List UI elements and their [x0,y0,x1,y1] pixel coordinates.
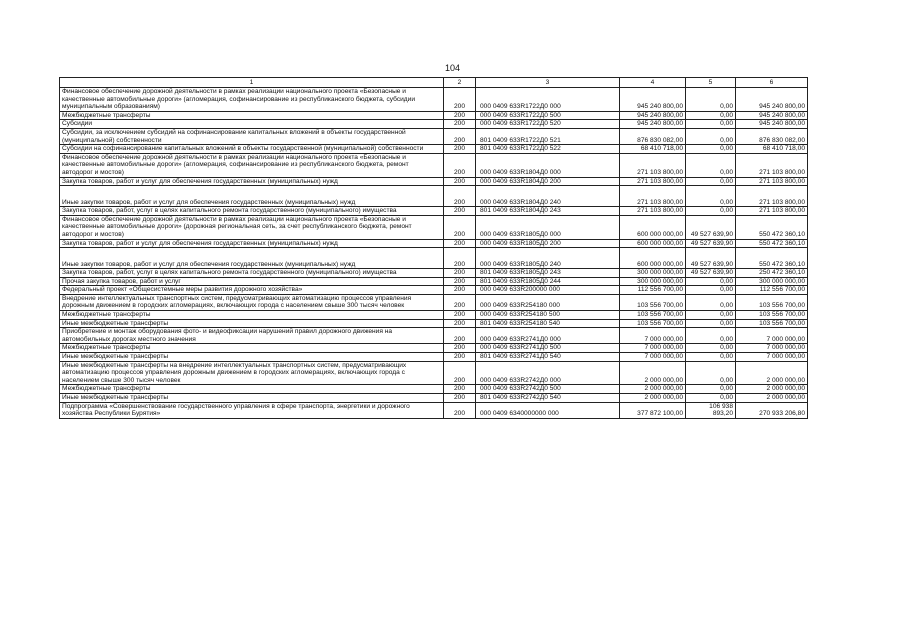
table-row [60,153,808,177]
row-execution-cell: 49 527 639,90 [686,215,736,239]
row-name-cell: Межбюджетные трансферты [60,344,444,353]
row-execution-cell: 0,00 [686,311,736,320]
row-amount-cell: 103 556 700,00 [620,319,686,328]
row-code-cell: 200 [444,128,476,144]
table-row [60,186,808,207]
column-header: 6 [736,78,808,88]
row-amount-cell: 377 872 100,00 [620,402,686,418]
table-row [60,344,808,353]
row-execution-cell: 106 938 893,20 [686,402,736,418]
row-execution-cell: 0,00 [686,328,736,344]
row-code-cell: 200 [444,120,476,129]
row-name-cell: Иные закупки товаров, работ и услуг для обеспечения государственных (муниципальных) нужд [60,248,444,269]
budget-table [59,77,808,419]
row-classifier-cell: 000 0409 633R1722Д0 520 [476,120,620,129]
row-amount-cell: 2 000 000,00 [620,385,686,394]
row-execution-cell: 49 527 639,90 [686,269,736,278]
column-header: 1 [60,78,444,88]
row-code-cell: 200 [444,402,476,418]
row-amount-cell: 876 830 082,00 [620,128,686,144]
row-execution-cell: 0,00 [686,294,736,310]
row-remainder-cell: 271 103 800,00 [736,177,808,186]
row-classifier-cell: 801 0409 633R1722Д0 521 [476,128,620,144]
row-code-cell: 200 [444,319,476,328]
row-code-cell: 200 [444,328,476,344]
table-row [60,145,808,154]
row-execution-cell: 0,00 [686,277,736,286]
row-name-cell: Межбюджетные трансферты [60,111,444,120]
row-classifier-cell: 000 0409 633R1804Д0 000 [476,153,620,177]
row-classifier-cell: 801 0409 633R254180 540 [476,319,620,328]
row-classifier-cell: 801 0409 633R1805Д0 244 [476,277,620,286]
table-row [60,128,808,144]
row-remainder-cell: 550 472 360,10 [736,239,808,248]
row-name-cell: Закупка товаров, работ и услуг для обеспечения государственных (муниципальных) нужд [60,239,444,248]
column-header: 4 [620,78,686,88]
row-remainder-cell: 103 556 700,00 [736,294,808,310]
row-execution-cell: 0,00 [686,353,736,362]
row-classifier-cell: 000 0409 633R1805Д0 240 [476,248,620,269]
row-execution-cell: 49 527 639,90 [686,248,736,269]
budget-table-body [60,78,808,419]
row-remainder-cell: 945 240 800,00 [736,120,808,129]
row-amount-cell: 112 556 700,00 [620,286,686,295]
table-row [60,177,808,186]
row-name-cell: Межбюджетные трансферты [60,385,444,394]
row-code-cell: 200 [444,361,476,385]
row-name-cell: Иные закупки товаров, работ и услуг для обеспечения государственных (муниципальных) нужд [60,186,444,207]
row-amount-cell: 945 240 800,00 [620,88,686,112]
row-classifier-cell: 000 0409 633R1805Д0 200 [476,239,620,248]
row-code-cell: 200 [444,385,476,394]
row-classifier-cell: 000 0409 633R2742Д0 000 [476,361,620,385]
row-amount-cell: 103 556 700,00 [620,311,686,320]
row-name-cell: Иные межбюджетные трансферты [60,394,444,403]
row-execution-cell: 0,00 [686,145,736,154]
row-code-cell: 200 [444,186,476,207]
column-header: 3 [476,78,620,88]
row-classifier-cell: 000 0409 633R1805Д0 000 [476,215,620,239]
row-remainder-cell: 2 000 000,00 [736,394,808,403]
row-remainder-cell: 271 103 800,00 [736,186,808,207]
table-row [60,394,808,403]
row-remainder-cell: 250 472 360,10 [736,269,808,278]
column-header: 2 [444,78,476,88]
row-code-cell: 200 [444,88,476,112]
row-execution-cell: 0,00 [686,319,736,328]
table-row [60,269,808,278]
row-code-cell: 200 [444,394,476,403]
row-execution-cell: 0,00 [686,177,736,186]
row-name-cell: Подпрограмма «Совершенствование государственного управления в сфере транспорта, энергетики и дорожного хозяйства Республики Бурятия» [60,402,444,418]
row-amount-cell: 300 000 000,00 [620,277,686,286]
table-row [60,319,808,328]
row-code-cell: 200 [444,153,476,177]
row-name-cell: Приобретение и монтаж оборудования фото- и видеофиксации нарушений правил дорожного движения на автомобильных дорогах местного значения [60,328,444,344]
table-row [60,328,808,344]
row-remainder-cell: 68 410 718,00 [736,145,808,154]
row-name-cell: Закупка товаров, работ, услуг в целях капитального ремонта государственного (муниципального) имущества [60,207,444,216]
row-remainder-cell: 112 556 700,00 [736,286,808,295]
row-classifier-cell: 801 0409 633R1805Д0 243 [476,269,620,278]
row-classifier-cell: 000 0409 633R200000 000 [476,286,620,295]
row-classifier-cell: 000 0409 633R1722Д0 000 [476,88,620,112]
row-remainder-cell: 271 103 800,00 [736,207,808,216]
row-amount-cell: 103 556 700,00 [620,294,686,310]
row-remainder-cell: 550 472 360,10 [736,215,808,239]
row-execution-cell: 0,00 [686,153,736,177]
table-row [60,207,808,216]
row-code-cell: 200 [444,353,476,362]
table-row [60,402,808,418]
row-code-cell: 200 [444,111,476,120]
row-classifier-cell: 801 0409 633R1804Д0 243 [476,207,620,216]
row-code-cell: 200 [444,277,476,286]
table-row [60,286,808,295]
row-code-cell: 200 [444,344,476,353]
page-number: 104 [444,63,461,73]
row-execution-cell: 49 527 639,90 [686,239,736,248]
row-amount-cell: 945 240 800,00 [620,120,686,129]
row-amount-cell: 7 000 000,00 [620,344,686,353]
row-remainder-cell: 103 556 700,00 [736,319,808,328]
table-row [60,248,808,269]
row-remainder-cell: 103 556 700,00 [736,311,808,320]
row-remainder-cell: 2 000 000,00 [736,361,808,385]
table-row [60,361,808,385]
row-code-cell: 200 [444,269,476,278]
row-classifier-cell: 000 0409 633R1804Д0 240 [476,186,620,207]
row-classifier-cell: 801 0409 633R2742Д0 540 [476,394,620,403]
row-amount-cell: 7 000 000,00 [620,328,686,344]
row-execution-cell: 0,00 [686,344,736,353]
row-amount-cell: 600 000 000,00 [620,239,686,248]
row-classifier-cell: 801 0409 633R2741Д0 540 [476,353,620,362]
row-remainder-cell: 7 000 000,00 [736,344,808,353]
row-classifier-cell: 000 0409 6340000000 000 [476,402,620,418]
row-execution-cell: 0,00 [686,120,736,129]
row-code-cell: 200 [444,239,476,248]
row-amount-cell: 271 103 800,00 [620,153,686,177]
row-amount-cell: 2 000 000,00 [620,394,686,403]
row-code-cell: 200 [444,286,476,295]
row-execution-cell: 0,00 [686,286,736,295]
row-amount-cell: 7 000 000,00 [620,353,686,362]
table-row [60,215,808,239]
row-amount-cell: 271 103 800,00 [620,186,686,207]
row-remainder-cell: 7 000 000,00 [736,328,808,344]
row-classifier-cell: 000 0409 633R2741Д0 500 [476,344,620,353]
table-row [60,311,808,320]
row-code-cell: 200 [444,294,476,310]
row-execution-cell: 0,00 [686,394,736,403]
row-classifier-cell: 000 0409 633R1804Д0 200 [476,177,620,186]
row-code-cell: 200 [444,311,476,320]
column-header: 5 [686,78,736,88]
row-name-cell: Иные межбюджетные трансферты [60,353,444,362]
row-amount-cell: 300 000 000,00 [620,269,686,278]
row-name-cell: Закупка товаров, работ и услуг для обеспечения государственных (муниципальных) нужд [60,177,444,186]
row-amount-cell: 271 103 800,00 [620,207,686,216]
row-name-cell: Внедрение интеллектуальных транспортных систем, предусматривающих автоматизацию процессов управления дорожным движением в городских агломерациях, включающих города с населением свыше 300 тысяч человек [60,294,444,310]
row-amount-cell: 271 103 800,00 [620,177,686,186]
row-code-cell: 200 [444,145,476,154]
row-classifier-cell: 000 0409 633R254180 000 [476,294,620,310]
row-execution-cell: 0,00 [686,128,736,144]
row-classifier-cell: 000 0409 633R254180 500 [476,311,620,320]
row-name-cell: Финансовое обеспечение дорожной деятельности в рамках реализации национального проекта «Безопасные и качественные автомобильные дороги» (агломерация, софинансирование из республиканского бюджета, ремонт автодорог и мостов) [60,153,444,177]
row-execution-cell: 0,00 [686,385,736,394]
row-name-cell: Финансовое обеспечение дорожной деятельности в рамках реализации национального проекта «Безопасные и качественные автомобильные дороги» (агломерация, софинансирование из республиканского бюджета, субсидии муниципальным образованиям) [60,88,444,112]
table-row [60,353,808,362]
row-amount-cell: 2 000 000,00 [620,361,686,385]
table-row [60,88,808,112]
row-code-cell: 200 [444,248,476,269]
row-classifier-cell: 000 0409 633R1722Д0 500 [476,111,620,120]
row-execution-cell: 0,00 [686,361,736,385]
row-classifier-cell: 801 0409 633R1722Д0 522 [476,145,620,154]
table-row [60,111,808,120]
row-remainder-cell: 550 472 360,10 [736,248,808,269]
row-name-cell: Закупка товаров, работ, услуг в целях капитального ремонта государственного (муниципального) имущества [60,269,444,278]
row-execution-cell: 0,00 [686,186,736,207]
row-remainder-cell: 270 933 206,80 [736,402,808,418]
row-amount-cell: 945 240 800,00 [620,111,686,120]
row-name-cell: Субсидии на софинансирование капитальных вложений в объекты государственной (муниципальной) собственности [60,145,444,154]
row-remainder-cell: 876 830 082,00 [736,128,808,144]
row-execution-cell: 0,00 [686,207,736,216]
row-remainder-cell: 945 240 800,00 [736,88,808,112]
row-remainder-cell: 2 000 000,00 [736,385,808,394]
table-row [60,294,808,310]
row-amount-cell: 68 410 718,00 [620,145,686,154]
row-remainder-cell: 271 103 800,00 [736,153,808,177]
row-name-cell: Прочая закупка товаров, работ и услуг [60,277,444,286]
row-name-cell: Иные межбюджетные трансферты на внедрение интеллектуальных транспортных систем, предусматривающих автоматизацию процессов управления дорожным движением в городских агломерациях, включающих города с населением свыше 300 тысяч человек [60,361,444,385]
row-classifier-cell: 000 0409 633R2741Д0 000 [476,328,620,344]
row-remainder-cell: 300 000 000,00 [736,277,808,286]
row-execution-cell: 0,00 [686,88,736,112]
row-code-cell: 200 [444,177,476,186]
row-name-cell: Финансовое обеспечение дорожной деятельности в рамках реализации национального проекта «Безопасные и качественные автомобильные дороги» (дорожная региональная сеть, за счет республиканского бюджета, ремонт автодорог и мостов) [60,215,444,239]
table-row [60,385,808,394]
row-name-cell: Субсидии [60,120,444,129]
row-name-cell: Иные межбюджетные трансферты [60,319,444,328]
row-code-cell: 200 [444,215,476,239]
row-code-cell: 200 [444,207,476,216]
row-amount-cell: 600 000 000,00 [620,248,686,269]
row-remainder-cell: 7 000 000,00 [736,353,808,362]
row-name-cell: Межбюджетные трансферты [60,311,444,320]
row-classifier-cell: 000 0409 633R2742Д0 500 [476,385,620,394]
table-header-row [60,78,808,88]
row-name-cell: Федеральный проект «Общесистемные меры развития дорожного хозяйства» [60,286,444,295]
row-name-cell: Субсидии, за исключением субсидий на софинансирование капитальных вложений в объекты государственной (муниципальной) собственности [60,128,444,144]
row-amount-cell: 600 000 000,00 [620,215,686,239]
table-row [60,277,808,286]
table-row [60,120,808,129]
row-remainder-cell: 945 240 800,00 [736,111,808,120]
row-execution-cell: 0,00 [686,111,736,120]
table-row [60,239,808,248]
